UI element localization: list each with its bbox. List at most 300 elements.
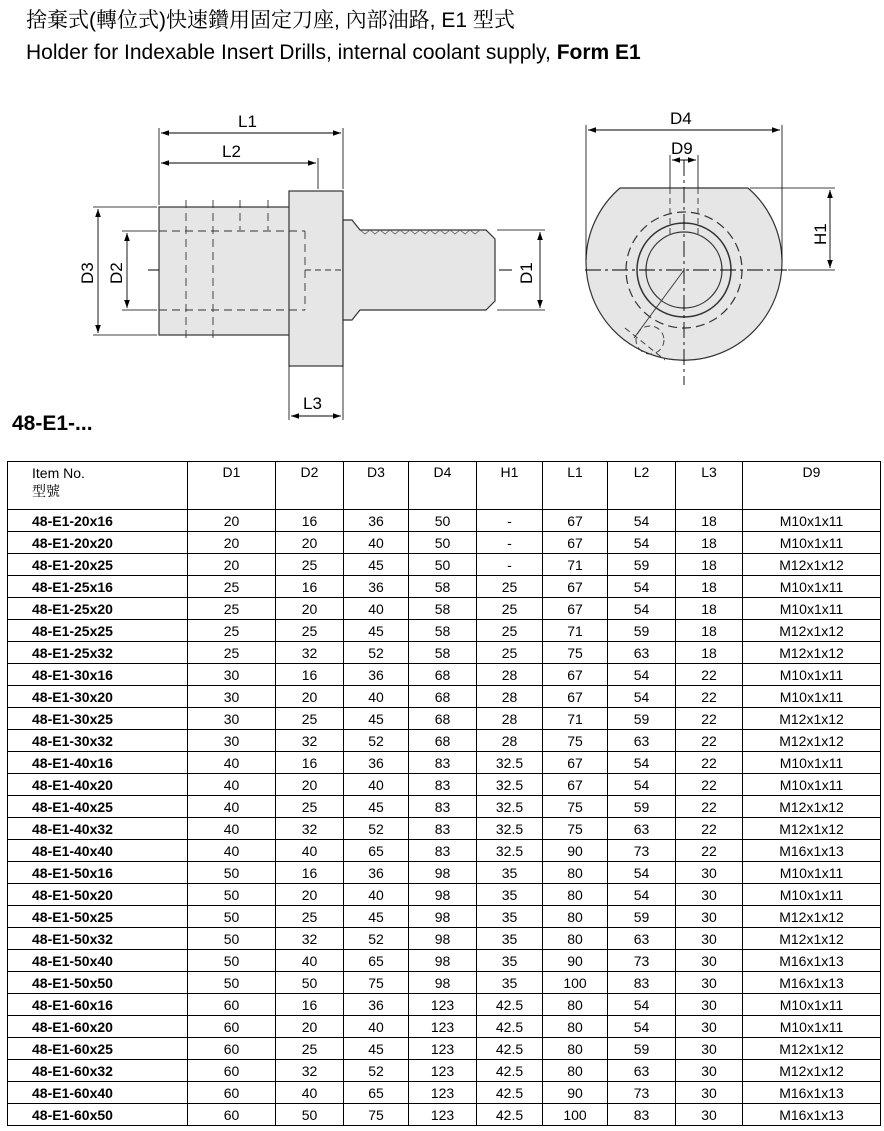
cell-d1: 50 [188, 972, 276, 994]
cell-d9: M12x1x12 [743, 554, 881, 576]
cell-d4: 98 [409, 950, 477, 972]
cell-d9: M12x1x12 [743, 796, 881, 818]
cell-d4: 123 [409, 1016, 477, 1038]
table-row [8, 994, 881, 1016]
cell-d1: 30 [188, 730, 276, 752]
title-form-label: Form E1 [556, 41, 641, 64]
cell-d4: 98 [409, 972, 477, 994]
cell-d4: 123 [409, 1082, 477, 1104]
cell-l1: 75 [543, 642, 608, 664]
cell-d4: 58 [409, 642, 477, 664]
cell-d4: 98 [409, 928, 477, 950]
cell-d2: 20 [276, 598, 344, 620]
cell-h1: 42.5 [477, 1038, 543, 1060]
cell-l1: 75 [543, 730, 608, 752]
cell-item: 48-E1-60x20 [8, 1016, 188, 1038]
cell-d2: 20 [276, 884, 344, 906]
cell-d2: 25 [276, 620, 344, 642]
cell-d9: M12x1x12 [743, 1060, 881, 1082]
cell-d4: 50 [409, 532, 477, 554]
table-row [8, 1060, 881, 1082]
cell-d2: 16 [276, 862, 344, 884]
cell-h1: 42.5 [477, 1082, 543, 1104]
cell-d9: M10x1x11 [743, 510, 881, 532]
table-row [8, 774, 881, 796]
cell-h1: 32.5 [477, 818, 543, 840]
table-row [8, 598, 881, 620]
cell-d4: 83 [409, 818, 477, 840]
cell-l3: 30 [676, 1038, 743, 1060]
cell-d9: M12x1x12 [743, 928, 881, 950]
cell-h1: 42.5 [477, 1060, 543, 1082]
cell-item: 48-E1-30x16 [8, 664, 188, 686]
cell-d1: 60 [188, 1060, 276, 1082]
dim-label-l1: L1 [238, 112, 257, 131]
table-row [8, 928, 881, 950]
dim-label-d4: D4 [670, 109, 692, 128]
cell-l3: 22 [676, 818, 743, 840]
cell-d4: 98 [409, 862, 477, 884]
cell-l3: 22 [676, 664, 743, 686]
cell-h1: - [477, 510, 543, 532]
cell-d4: 83 [409, 752, 477, 774]
cell-l2: 83 [608, 972, 676, 994]
table-row [8, 862, 881, 884]
cell-item: 48-E1-60x50 [8, 1104, 188, 1126]
cell-item: 48-E1-25x25 [8, 620, 188, 642]
cell-l2: 63 [608, 1060, 676, 1082]
cell-d9: M12x1x12 [743, 818, 881, 840]
cell-d1: 50 [188, 928, 276, 950]
cell-h1: 28 [477, 686, 543, 708]
cell-h1: 28 [477, 730, 543, 752]
header-item-no [8, 462, 188, 510]
cell-d9: M16x1x13 [743, 950, 881, 972]
cell-d4: 68 [409, 686, 477, 708]
cell-item: 48-E1-40x32 [8, 818, 188, 840]
cell-d2: 20 [276, 1016, 344, 1038]
cell-h1: - [477, 554, 543, 576]
cell-d1: 40 [188, 774, 276, 796]
cell-l1: 90 [543, 1082, 608, 1104]
cell-item: 48-E1-40x20 [8, 774, 188, 796]
dim-label-d9: D9 [671, 139, 693, 158]
cell-h1: 42.5 [477, 1104, 543, 1126]
cell-d3: 40 [344, 1016, 409, 1038]
cell-d9: M12x1x12 [743, 906, 881, 928]
cell-l2: 54 [608, 752, 676, 774]
cell-h1: 32.5 [477, 840, 543, 862]
technical-drawing [0, 100, 884, 430]
front-view [585, 109, 835, 385]
cell-l2: 54 [608, 686, 676, 708]
cell-d3: 36 [344, 862, 409, 884]
cell-d9: M12x1x12 [743, 1038, 881, 1060]
cell-l2: 63 [608, 818, 676, 840]
dim-label-d2: D2 [107, 262, 126, 284]
cell-d3: 75 [344, 972, 409, 994]
header-item-no-cn: 型號 [32, 483, 60, 499]
table-row [8, 708, 881, 730]
cell-d3: 45 [344, 620, 409, 642]
cell-l1: 80 [543, 862, 608, 884]
cell-h1: 35 [477, 972, 543, 994]
table-row [8, 752, 881, 774]
cell-d2: 20 [276, 532, 344, 554]
cell-d1: 20 [188, 532, 276, 554]
header-d1: D1 [188, 462, 276, 510]
cell-d2: 32 [276, 1060, 344, 1082]
cell-l3: 18 [676, 532, 743, 554]
cell-d1: 30 [188, 708, 276, 730]
cell-d4: 123 [409, 994, 477, 1016]
cell-d3: 36 [344, 576, 409, 598]
table-row [8, 818, 881, 840]
cell-d1: 25 [188, 576, 276, 598]
cell-d2: 16 [276, 994, 344, 1016]
cell-d3: 40 [344, 532, 409, 554]
cell-d1: 50 [188, 884, 276, 906]
cell-d3: 40 [344, 686, 409, 708]
cell-l1: 71 [543, 554, 608, 576]
cell-item: 48-E1-25x20 [8, 598, 188, 620]
title-english-text: Holder for Indexable Insert Drills, internal coolant supply, [26, 41, 557, 64]
cell-d1: 50 [188, 862, 276, 884]
cell-l3: 18 [676, 576, 743, 598]
cell-d9: M12x1x12 [743, 642, 881, 664]
cell-item: 48-E1-50x32 [8, 928, 188, 950]
cell-h1: 35 [477, 950, 543, 972]
cell-d3: 52 [344, 1060, 409, 1082]
cell-l3: 18 [676, 642, 743, 664]
cell-item: 48-E1-60x16 [8, 994, 188, 1016]
cell-d4: 50 [409, 554, 477, 576]
cell-d3: 65 [344, 840, 409, 862]
cell-d9: M10x1x11 [743, 598, 881, 620]
cell-l3: 22 [676, 752, 743, 774]
cell-d9: M16x1x13 [743, 1104, 881, 1126]
cell-l2: 63 [608, 928, 676, 950]
cell-d2: 32 [276, 818, 344, 840]
cell-l2: 59 [608, 554, 676, 576]
cell-l2: 63 [608, 730, 676, 752]
cell-d1: 30 [188, 686, 276, 708]
cell-l2: 54 [608, 598, 676, 620]
cell-h1: 32.5 [477, 774, 543, 796]
table-row [8, 1104, 881, 1126]
table-header-row [8, 462, 881, 510]
cell-d4: 83 [409, 840, 477, 862]
cell-l1: 90 [543, 950, 608, 972]
model-prefix: 48-E1-... [12, 412, 93, 435]
cell-d3: 65 [344, 1082, 409, 1104]
cell-d3: 36 [344, 752, 409, 774]
cell-l2: 59 [608, 620, 676, 642]
table-row [8, 796, 881, 818]
cell-h1: 28 [477, 664, 543, 686]
cell-item: 48-E1-50x20 [8, 884, 188, 906]
cell-d1: 30 [188, 664, 276, 686]
cell-item: 48-E1-20x25 [8, 554, 188, 576]
cell-d4: 123 [409, 1104, 477, 1126]
cell-item: 48-E1-40x16 [8, 752, 188, 774]
cell-d2: 25 [276, 796, 344, 818]
cell-d1: 50 [188, 950, 276, 972]
cell-item: 48-E1-20x20 [8, 532, 188, 554]
cell-d9: M10x1x11 [743, 576, 881, 598]
cell-d1: 40 [188, 818, 276, 840]
cell-d3: 36 [344, 994, 409, 1016]
cell-l3: 30 [676, 862, 743, 884]
cell-l1: 75 [543, 818, 608, 840]
cell-l1: 71 [543, 708, 608, 730]
dim-label-l2: L2 [222, 142, 241, 161]
cell-l3: 30 [676, 994, 743, 1016]
cell-l1: 80 [543, 994, 608, 1016]
cell-l2: 54 [608, 510, 676, 532]
dim-label-h1: H1 [811, 223, 830, 245]
cell-l3: 18 [676, 598, 743, 620]
cell-l1: 90 [543, 840, 608, 862]
cell-l1: 75 [543, 796, 608, 818]
cell-d2: 40 [276, 1082, 344, 1104]
cell-l2: 59 [608, 906, 676, 928]
table-row [8, 906, 881, 928]
cell-l3: 18 [676, 620, 743, 642]
cell-l2: 54 [608, 664, 676, 686]
cell-d1: 40 [188, 752, 276, 774]
header-d3: D3 [344, 462, 409, 510]
cell-l3: 30 [676, 1016, 743, 1038]
table-row [8, 686, 881, 708]
holder-body [159, 207, 290, 335]
cell-d3: 45 [344, 796, 409, 818]
table-row [8, 510, 881, 532]
cell-d3: 52 [344, 730, 409, 752]
cell-d4: 83 [409, 774, 477, 796]
cell-l1: 80 [543, 1038, 608, 1060]
cell-d3: 75 [344, 1104, 409, 1126]
cell-item: 48-E1-40x25 [8, 796, 188, 818]
cell-item: 48-E1-60x32 [8, 1060, 188, 1082]
cell-d1: 60 [188, 994, 276, 1016]
cell-d3: 40 [344, 774, 409, 796]
cell-d9: M10x1x11 [743, 664, 881, 686]
dim-label-d3: D3 [78, 262, 97, 284]
table-row [8, 840, 881, 862]
cell-d9: M16x1x13 [743, 840, 881, 862]
cell-d9: M10x1x11 [743, 774, 881, 796]
table-row [8, 532, 881, 554]
cell-l3: 30 [676, 1060, 743, 1082]
cell-d4: 83 [409, 796, 477, 818]
cell-l2: 54 [608, 576, 676, 598]
cell-item: 48-E1-25x32 [8, 642, 188, 664]
cell-d1: 20 [188, 554, 276, 576]
cell-h1: 42.5 [477, 994, 543, 1016]
cell-l2: 54 [608, 1016, 676, 1038]
cell-d3: 52 [344, 642, 409, 664]
holder-flange [289, 191, 343, 366]
cell-l2: 59 [608, 708, 676, 730]
cell-item: 48-E1-50x25 [8, 906, 188, 928]
cell-d9: M10x1x11 [743, 994, 881, 1016]
cell-l1: 71 [543, 620, 608, 642]
cell-d9: M10x1x11 [743, 1016, 881, 1038]
table-row [8, 620, 881, 642]
header-h1: H1 [477, 462, 543, 510]
cell-d4: 68 [409, 664, 477, 686]
cell-d2: 25 [276, 1038, 344, 1060]
cell-d2: 50 [276, 972, 344, 994]
cell-h1: 35 [477, 862, 543, 884]
cell-item: 48-E1-50x50 [8, 972, 188, 994]
cell-d9: M12x1x12 [743, 730, 881, 752]
cell-d1: 60 [188, 1038, 276, 1060]
cell-d3: 40 [344, 884, 409, 906]
dim-label-l3: L3 [303, 394, 322, 413]
cell-d9: M12x1x12 [743, 708, 881, 730]
side-view [78, 112, 545, 420]
cell-item: 48-E1-60x40 [8, 1082, 188, 1104]
cell-d3: 45 [344, 1038, 409, 1060]
cell-d2: 25 [276, 554, 344, 576]
cell-l3: 30 [676, 972, 743, 994]
cell-d2: 16 [276, 576, 344, 598]
cell-d2: 16 [276, 510, 344, 532]
cell-d4: 123 [409, 1060, 477, 1082]
cell-l3: 18 [676, 554, 743, 576]
cell-d4: 98 [409, 906, 477, 928]
cell-l3: 22 [676, 840, 743, 862]
cell-l3: 22 [676, 730, 743, 752]
cell-h1: 35 [477, 884, 543, 906]
cell-l1: 67 [543, 686, 608, 708]
cell-h1: 35 [477, 906, 543, 928]
cell-d2: 32 [276, 642, 344, 664]
cell-d4: 58 [409, 576, 477, 598]
cell-l2: 63 [608, 642, 676, 664]
cell-l2: 54 [608, 862, 676, 884]
cell-h1: 42.5 [477, 1016, 543, 1038]
cell-h1: 32.5 [477, 796, 543, 818]
table-row [8, 884, 881, 906]
cell-h1: 25 [477, 576, 543, 598]
cell-l1: 80 [543, 884, 608, 906]
cell-l1: 67 [543, 664, 608, 686]
cell-l2: 59 [608, 1038, 676, 1060]
cell-l1: 67 [543, 510, 608, 532]
cell-d3: 65 [344, 950, 409, 972]
cell-d1: 60 [188, 1082, 276, 1104]
cell-d9: M10x1x11 [743, 752, 881, 774]
cell-d2: 40 [276, 950, 344, 972]
cell-item: 48-E1-60x25 [8, 1038, 188, 1060]
cell-l2: 54 [608, 994, 676, 1016]
cell-item: 48-E1-25x16 [8, 576, 188, 598]
page-title-chinese: 捨棄式(轉位式)快速鑽用固定刀座, 內部油路, E1 型式 [26, 9, 515, 32]
cell-item: 48-E1-40x40 [8, 840, 188, 862]
cell-d4: 68 [409, 730, 477, 752]
table-row [8, 554, 881, 576]
cell-d1: 40 [188, 840, 276, 862]
cell-d4: 58 [409, 598, 477, 620]
cell-l1: 67 [543, 576, 608, 598]
cell-d4: 68 [409, 708, 477, 730]
cell-d9: M10x1x11 [743, 686, 881, 708]
cell-d1: 25 [188, 642, 276, 664]
holder-shank [343, 220, 495, 320]
cell-l3: 30 [676, 1082, 743, 1104]
cell-d1: 20 [188, 510, 276, 532]
cell-h1: 25 [477, 598, 543, 620]
cell-l3: 22 [676, 686, 743, 708]
cell-d1: 40 [188, 796, 276, 818]
cell-d1: 60 [188, 1104, 276, 1126]
cell-l3: 30 [676, 884, 743, 906]
cell-d3: 40 [344, 598, 409, 620]
table-row [8, 1038, 881, 1060]
cell-d1: 25 [188, 620, 276, 642]
cell-l1: 100 [543, 972, 608, 994]
cell-h1: - [477, 532, 543, 554]
cell-l1: 67 [543, 598, 608, 620]
cell-l3: 30 [676, 1104, 743, 1126]
cell-d4: 50 [409, 510, 477, 532]
cell-l3: 22 [676, 774, 743, 796]
cell-d2: 16 [276, 664, 344, 686]
cell-h1: 25 [477, 620, 543, 642]
cell-item: 48-E1-20x16 [8, 510, 188, 532]
cell-d4: 98 [409, 884, 477, 906]
table-row [8, 730, 881, 752]
cell-l1: 80 [543, 906, 608, 928]
cell-l1: 80 [543, 928, 608, 950]
cell-d3: 52 [344, 818, 409, 840]
cell-h1: 32.5 [477, 752, 543, 774]
cell-d2: 20 [276, 774, 344, 796]
cell-d2: 20 [276, 686, 344, 708]
cell-d9: M16x1x13 [743, 1082, 881, 1104]
table-row [8, 1016, 881, 1038]
spec-table [7, 461, 881, 1126]
table-row [8, 972, 881, 994]
cell-d3: 52 [344, 928, 409, 950]
cell-l1: 67 [543, 774, 608, 796]
cell-d3: 36 [344, 664, 409, 686]
header-d9: D9 [743, 462, 881, 510]
header-d2: D2 [276, 462, 344, 510]
cell-d9: M12x1x12 [743, 620, 881, 642]
table-row [8, 950, 881, 972]
cell-h1: 25 [477, 642, 543, 664]
cell-l3: 22 [676, 796, 743, 818]
table-row [8, 576, 881, 598]
header-l1: L1 [543, 462, 608, 510]
header-l3: L3 [676, 462, 743, 510]
cell-l2: 54 [608, 532, 676, 554]
cell-d1: 50 [188, 906, 276, 928]
cell-h1: 35 [477, 928, 543, 950]
cell-l1: 67 [543, 532, 608, 554]
table-row [8, 664, 881, 686]
cell-d2: 40 [276, 840, 344, 862]
header-d4: D4 [409, 462, 477, 510]
cell-h1: 28 [477, 708, 543, 730]
cell-d2: 16 [276, 752, 344, 774]
cell-l3: 30 [676, 906, 743, 928]
cell-item: 48-E1-30x25 [8, 708, 188, 730]
